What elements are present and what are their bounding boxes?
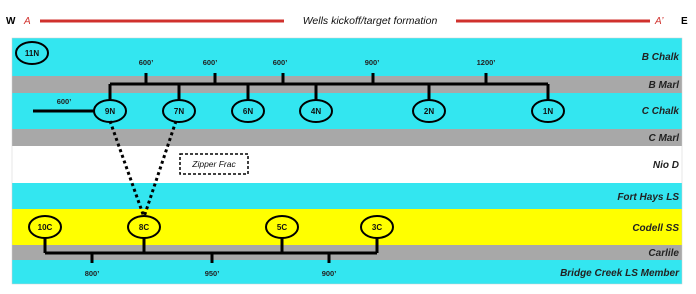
layer-fort-hays bbox=[12, 183, 682, 209]
compass-east: E bbox=[681, 16, 688, 27]
well-label: 3C bbox=[371, 223, 383, 232]
lower-spacing-label: 800’ bbox=[84, 269, 100, 278]
layer-label-nio-d: Nio D bbox=[652, 160, 679, 171]
layer-nio-d bbox=[12, 146, 682, 183]
zipper-frac-label: Zipper Frac bbox=[192, 159, 236, 169]
well-label: 7N bbox=[173, 107, 185, 116]
marker-a-prime: A’ bbox=[655, 16, 664, 27]
well-label: 5C bbox=[276, 223, 288, 232]
well-label: 9N bbox=[104, 107, 116, 116]
well-label: 4N bbox=[310, 107, 322, 116]
layer-label-codell: Codell SS bbox=[632, 223, 679, 234]
well-label: 10C bbox=[37, 223, 53, 232]
upper-spacing-label: 600’ bbox=[202, 58, 218, 67]
layer-c-marl bbox=[12, 129, 682, 146]
well-label: 2N bbox=[423, 107, 435, 116]
layer-label-fort-hays: Fort Hays LS bbox=[617, 192, 679, 203]
upper-spacing-label: 600’ bbox=[56, 97, 72, 106]
layer-b-chalk bbox=[12, 38, 682, 76]
marker-a: A bbox=[24, 16, 31, 27]
layer-label-bridge-creek: Bridge Creek LS Member bbox=[560, 268, 679, 279]
upper-spacing-label: 600’ bbox=[138, 58, 154, 67]
lower-spacing-label: 950’ bbox=[204, 269, 220, 278]
layer-label-b-chalk: B Chalk bbox=[641, 52, 679, 63]
layer-label-b-marl: B Marl bbox=[648, 80, 679, 91]
section-title: Wells kickoff/target formation bbox=[302, 15, 438, 27]
upper-spacing-label: 1200’ bbox=[476, 58, 496, 67]
compass-west: W bbox=[6, 16, 16, 27]
well-label: 1N bbox=[542, 107, 554, 116]
well-label: 6N bbox=[242, 107, 254, 116]
upper-spacing-label: 900’ bbox=[364, 58, 380, 67]
layer-codell bbox=[12, 209, 682, 245]
lower-spacing-label: 900’ bbox=[321, 269, 337, 278]
well-label: 8C bbox=[138, 223, 150, 232]
layer-label-c-chalk: C Chalk bbox=[641, 106, 679, 117]
layer-label-c-marl: C Marl bbox=[648, 133, 679, 144]
upper-spacing-label: 600’ bbox=[272, 58, 288, 67]
well-label: 11N bbox=[24, 49, 40, 58]
layer-label-carlile: Carlile bbox=[648, 248, 679, 259]
